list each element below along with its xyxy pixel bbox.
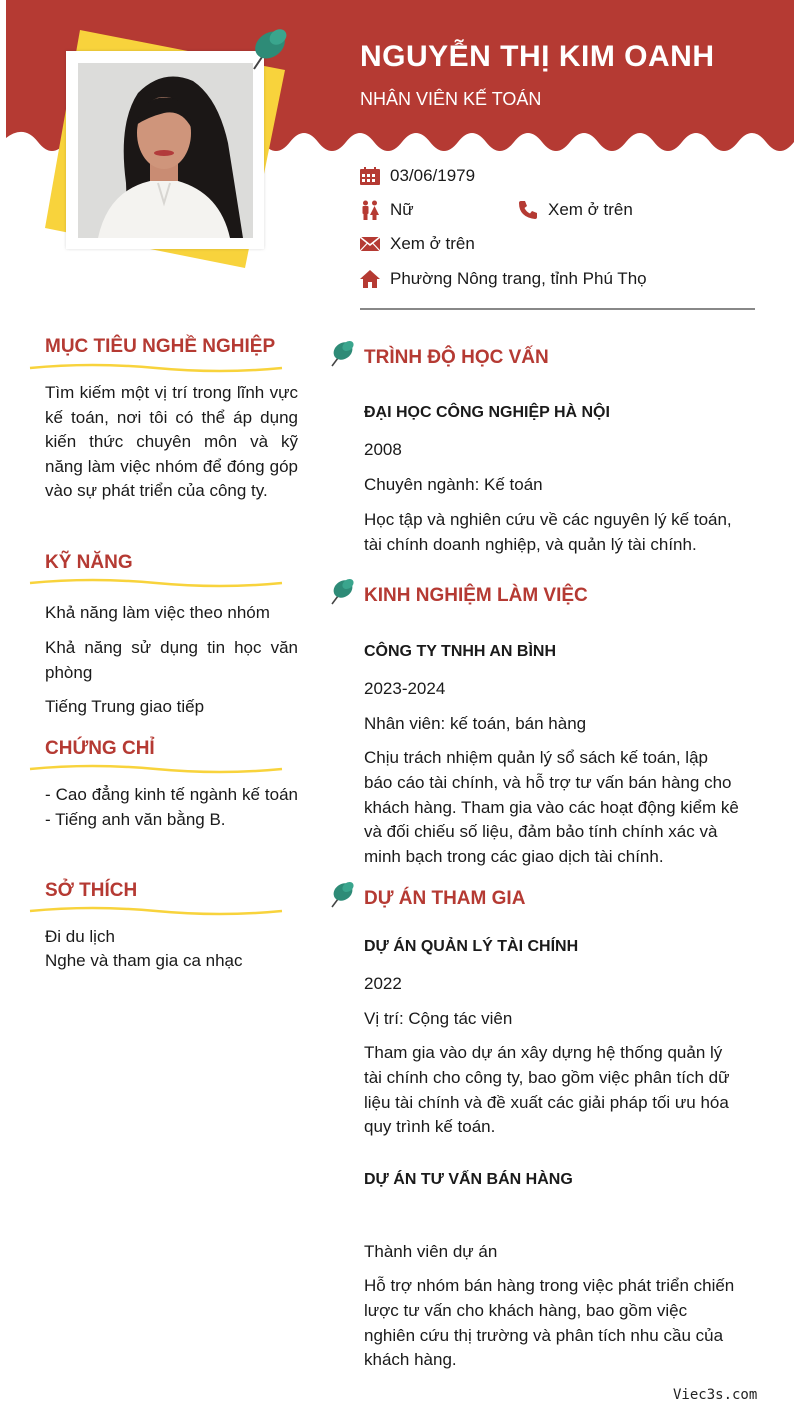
objective-title: MỤC TIÊU NGHỀ NGHIỆP bbox=[45, 336, 276, 357]
objective-text: Tìm kiếm một vị trí trong lĩnh vực kế toán, nơi tôi có thể áp dụng kiến thức chuyên môn và kỹ năng làm việc nhóm để đóng góp vào sự phát triển của công ty. bbox=[45, 383, 298, 501]
certificates-title: CHỨNG CHỈ bbox=[45, 738, 155, 759]
project-name: DỰ ÁN QUẢN LÝ TÀI CHÍNH bbox=[364, 938, 579, 955]
pushpin-icon bbox=[328, 576, 358, 606]
candidate-name: NGUYỄN THỊ KIM OANH bbox=[360, 40, 715, 73]
pushpin-icon bbox=[328, 338, 358, 368]
experience-period: 2023-2024 bbox=[364, 679, 446, 698]
project-year: 2022 bbox=[364, 974, 402, 993]
experience-position: Nhân viên: kế toán, bán hàng bbox=[364, 714, 587, 733]
project-name: DỰ ÁN TƯ VẤN BÁN HÀNG bbox=[364, 1171, 573, 1188]
hobbies-title: SỞ THÍCH bbox=[45, 880, 138, 901]
pushpin-icon bbox=[328, 879, 358, 909]
education-title: TRÌNH ĐỘ HỌC VẤN bbox=[364, 347, 549, 368]
skill-item: Khả năng làm việc theo nhóm bbox=[45, 603, 270, 622]
pushpin-icon bbox=[248, 25, 292, 73]
certificates-text: - Cao đẳng kinh tế ngành kế toán - Tiếng anh văn bằng B. bbox=[45, 785, 298, 829]
hobby-item: Nghe và tham gia ca nhạc bbox=[45, 951, 243, 970]
wave-underline bbox=[28, 577, 284, 591]
phone-row bbox=[518, 200, 633, 220]
experience-title: KINH NGHIỆM LÀM VIỆC bbox=[364, 585, 588, 606]
skills-title: KỸ NĂNG bbox=[45, 552, 133, 573]
birthday-row bbox=[360, 166, 475, 186]
footer-watermark: Viec3s.com bbox=[673, 1387, 758, 1403]
address-row bbox=[360, 269, 647, 289]
gender-row bbox=[360, 200, 414, 220]
education-description: Học tập và nghiên cứu về các nguyên lý kế toán, tài chính doanh nghiệp, và quản lý tài chính. bbox=[364, 510, 732, 554]
calendar-icon bbox=[360, 167, 380, 185]
school-name: ĐẠI HỌC CÔNG NGHIỆP HÀ NỘI bbox=[364, 404, 610, 421]
home-icon bbox=[360, 270, 380, 288]
wave-underline bbox=[28, 905, 284, 919]
education-year: 2008 bbox=[364, 440, 402, 459]
project-description: Tham gia vào dự án xây dựng hệ thống quản lý tài chính cho công ty, bao gồm việc phân tích dữ liệu tài chính và đề xuất các giải pháp tối ưu hóa quy trình kế toán. bbox=[364, 1043, 730, 1137]
skill-item: Khả năng sử dụng tin học văn phòng bbox=[45, 638, 298, 682]
hobby-item: Đi du lịch bbox=[45, 927, 115, 946]
wave-underline bbox=[28, 362, 284, 376]
project-role: Thành viên dự án bbox=[364, 1242, 498, 1261]
address-value: Phường Nông trang, tỉnh Phú Thọ bbox=[390, 269, 647, 288]
gender-value: Nữ bbox=[390, 200, 414, 219]
envelope-icon bbox=[360, 236, 380, 252]
job-title: NHÂN VIÊN KẾ TOÁN bbox=[360, 89, 542, 109]
wave-underline bbox=[28, 763, 284, 777]
gender-icon bbox=[360, 200, 380, 220]
project-role: Vị trí: Cộng tác viên bbox=[364, 1009, 513, 1028]
education-major: Chuyên ngành: Kế toán bbox=[364, 475, 543, 494]
email-row bbox=[360, 234, 475, 254]
avatar bbox=[78, 63, 253, 238]
company-name: CÔNG TY TNHH AN BÌNH bbox=[364, 643, 556, 660]
phone-icon bbox=[518, 200, 538, 220]
birthday-value: 03/06/1979 bbox=[390, 166, 476, 185]
email-value: Xem ở trên bbox=[390, 234, 475, 253]
phone-value: Xem ở trên bbox=[548, 200, 633, 219]
projects-title: DỰ ÁN THAM GIA bbox=[364, 888, 526, 909]
experience-description: Chịu trách nhiệm quản lý sổ sách kế toán, lập báo cáo tài chính, và hỗ trợ tư vấn bán hàng cho khách hàng. Tham gia vào các hoạt động kiểm kê và đối chiếu số liệu, đảm bảo tính chính xác và minh bạch trong các giao dịch tài chính. bbox=[364, 748, 739, 867]
divider bbox=[360, 308, 755, 310]
project-description: Hỗ trợ nhóm bán hàng trong việc phát triển chiến lược tư vấn cho khách hàng, bao gồm việc nghiên cứu thị trường và phân tích nhu cầu của khách hàng. bbox=[364, 1276, 735, 1370]
skill-item: Tiếng Trung giao tiếp bbox=[45, 697, 205, 716]
